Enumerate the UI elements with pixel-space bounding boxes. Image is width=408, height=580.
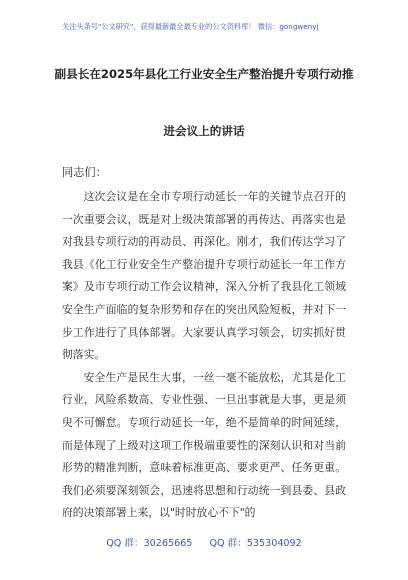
document-title: 副县长在2025年县化工行业安全生产整治提升专项行动推 — [54, 67, 354, 81]
footer-contact — [0, 535, 408, 549]
paragraph-2: 安全生产是民生大事，一丝一毫不能放松，尤其是化工行业，风险系数高、专业性强、一旦出事就是大事，更是须臾不可懈怠。专项行动延长一年，绝不是简单的时间延续，而是体现了上级对这项工作极端重要性的深刻认识和对当前形势的精准判断，意味着标准更高、要求更严、任务更重。我们必须要深刻领会，迅速将思想和行动统一到县委、县政府的决策部署上来，以"时时放心不下"的 — [62, 370, 346, 520]
document-body — [62, 186, 346, 525]
promo-banner: 关注头条号"公文研究"，获得最新最全最专业的公文资料库！ 微信：gongwenyj — [62, 22, 319, 31]
qq-group-1: QQ 群：30265665 — [106, 538, 193, 549]
salutation: 同志们： — [62, 166, 107, 179]
document-title-continuation: 进会议上的讲话 — [163, 124, 245, 138]
qq-group-2: QQ 群：535304092 — [209, 538, 302, 549]
paragraph-1: 这次会议是在全市专项行动延长一年的关键节点召开的一次重要会议，既是对上级决策部署的再传达、再落实也是对我县专项行动的再动员、再深化。刚才，我们传达学习了我县《化工行业安全生产整治提升专项行动延长一年工作方案》及市专项行动工作会议精神，深入分析了我县化工领域安全生产面临的复杂形势和存在的突出风险短板，并对下一步工作进行了具体部署。大家要认真学习领会，切实抓好贯彻落实。 — [62, 190, 346, 362]
